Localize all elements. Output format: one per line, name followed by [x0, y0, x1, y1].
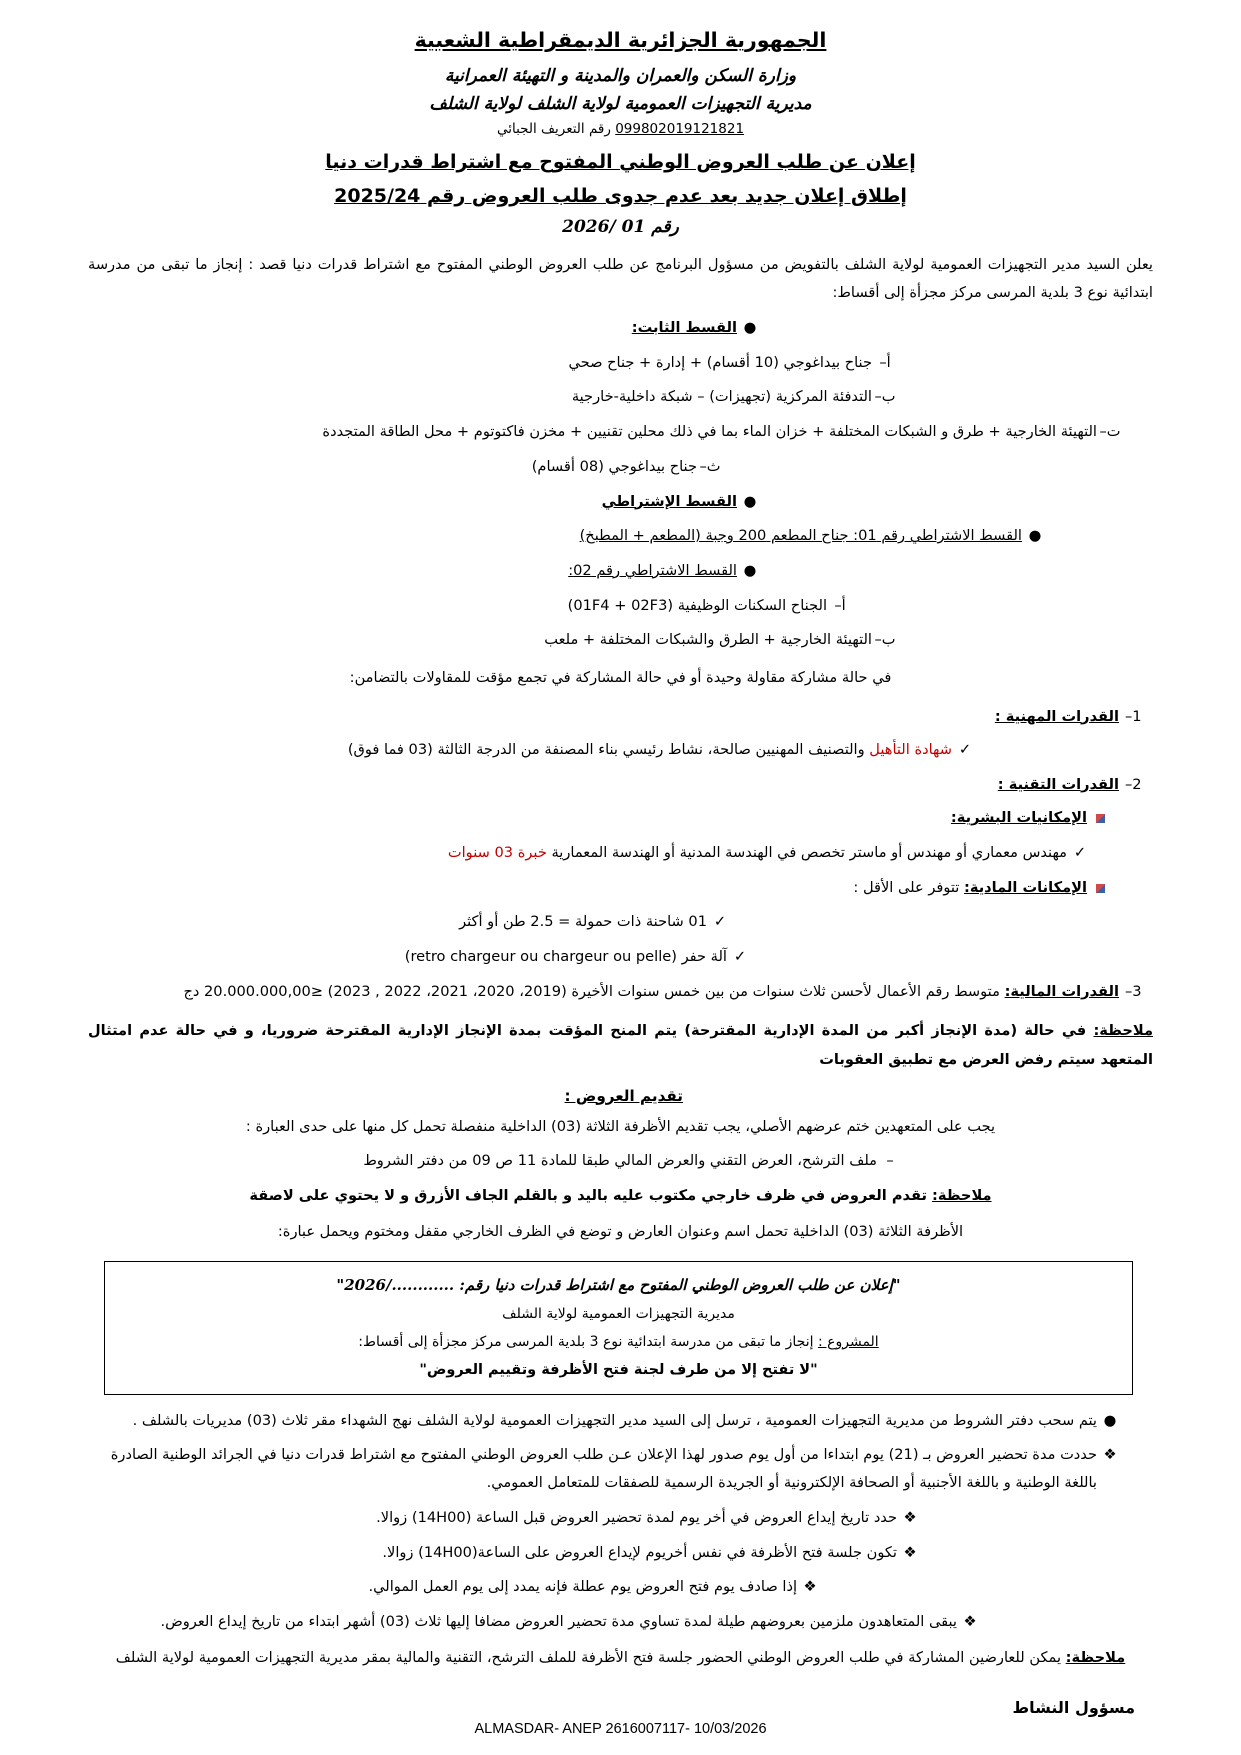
announcement-number: رقم 01 /2026 [562, 217, 679, 237]
conditional-lot-01: القسط الاشتراطي رقم 01: جناح المطعم 200 وجبة (المطعم + المطبخ) [579, 527, 1022, 545]
box-directorate-line: مديرية التجهيزات العمومية لولاية الشلف [502, 1305, 735, 1322]
item-marker: أ– [834, 596, 846, 614]
item-marker: ب– [874, 631, 896, 649]
conditional-lot-heading-row [88, 488, 1153, 516]
bullet-dot-icon: ● [1103, 1411, 1117, 1429]
financial-capacity-row [88, 978, 1153, 1006]
check-icon: ✓ [958, 741, 972, 758]
human-resources-heading-row [88, 804, 1153, 832]
condition-text: حددت مدة تحضير العروض بـ (21) يوم ابتداءا من أول يوم صدور لهذا الإعلان عـن طلب العروض الوطني المفتوح مع اشتراط قدرات دنيا في الجرائد الوطنية الصادرة باللغة الوطنية و باللغة الأجنبية أو الصحافة الإلكترونية أو الجريدة الرسمية للصفقات للمتعامل العمومي. [110, 1446, 1097, 1492]
document-footer: ALMASDAR- ANEP 2616007117- 10/03/2026 [474, 1721, 767, 1737]
fixed-lot-heading: القسط الثابت: [631, 318, 737, 336]
bullet-dot-icon: ● [743, 318, 757, 336]
diamond-bullet-icon: ❖ [963, 1612, 977, 1630]
directorate-heading: مديرية التجهيزات العمومية لولاية الشلف لولاية الشلف [429, 94, 812, 114]
submission-dash-text: ملف الترشح، العرض التقني والعرض المالي طبقا للمادة 11 ص 09 من دفتر الشروط [363, 1152, 877, 1170]
box-project-line [131, 1334, 1106, 1350]
financial-capacity-title: القدرات المالية: [1004, 982, 1119, 1000]
capacity-number: 1– [1125, 707, 1142, 725]
submission-line-2: الأظرفة الثلاثة (03) الداخلية تحمل اسم وعنوان العارض و توضع في الظرف الخارجي مقفل ومختوم ويحمل عبارة: [277, 1223, 964, 1241]
experience-requirement: خبرة 03 سنوات [447, 843, 547, 861]
truck-requirement: 01 شاحنة ذات حمولة = 2.5 طن أو أكثر [459, 913, 707, 931]
envelope-note [88, 1182, 1153, 1210]
fixed-lot-item [88, 418, 1153, 446]
diamond-bullet-icon: ❖ [903, 1543, 917, 1561]
condition-text: تكون جلسة فتح الأظرفة في نفس أخريوم لإيداع العروض على الساعة(14H00) زوالا. [382, 1543, 897, 1561]
conditional-lot-02-row [88, 557, 1153, 585]
conditional-lot-item [88, 592, 1153, 620]
item-text: التدفئة المركزية (تجهيزات) – شبكة داخلية-خارجية [571, 388, 872, 406]
bullet-dot-icon: ● [743, 561, 757, 579]
professional-capacity-item [88, 736, 1153, 764]
engineer-requirement: مهندس معماري أو مهندس أو ماستر تخصص في الهندسة المدنية أو الهندسة المعمارية [546, 843, 1067, 861]
envelope-inscription-box [104, 1261, 1133, 1395]
envelope-note-text: تقدم العروض في ظرف خارجي مكتوب عليه باليد و بالقلم الجاف الأزرق و لا يحتوي على لاصقة [249, 1186, 933, 1204]
fixed-lot-heading-row [88, 314, 1153, 342]
final-note [88, 1644, 1153, 1672]
conditional-lot-item [88, 626, 1153, 654]
capacity-number: 3– [1125, 982, 1142, 1000]
intro-paragraph: يعلن السيد مدير التجهيزات العمومية لولاية الشلف بالتفويض من مسؤول البرنامج عن طلب العروض الوطني المفتوح مع اشتراط قدرات دنيا قصد : إنجاز ما تبقى من مدرسة ابتدائية نوع 3 بلدية المرسى مركز مجزأة إلى أقساط: [88, 256, 1153, 302]
delay-note-label: ملاحظة: [1093, 1022, 1153, 1040]
submission-line-1: يجب على المتعهدين ختم عرضهم الأصلي، يجب تقديم الأظرفة الثلاثة (03) الداخلية منفصلة تحمل كل منها على حدى العبارة : [245, 1117, 996, 1135]
conditional-lot-heading: القسط الإشتراطي [601, 492, 737, 510]
condition-item [88, 1407, 1153, 1435]
qualification-certificate-label: شهادة التأهيل [869, 741, 952, 758]
condition-item [88, 1608, 1153, 1636]
condition-text: إذا صادف يوم فتح العروض يوم عطلة فإنه يمدد إلى يوم العمل الموالي. [368, 1578, 797, 1596]
item-marker: ب– [874, 388, 896, 406]
professional-capacity-title: القدرات المهنية : [994, 707, 1119, 725]
box-project-text: إنجاز ما تبقى من مدرسة ابتدائية نوع 3 بلدية المرسى مركز مجزأة إلى أقساط: [358, 1333, 818, 1350]
fiscal-id-number: 099802019121821 [615, 121, 745, 137]
condition-item [88, 1573, 1153, 1601]
material-resources-item [88, 943, 1153, 971]
republic-heading: الجمهورية الجزائرية الديمقراطية الشعبية [414, 28, 827, 52]
human-resources-item [88, 839, 1153, 867]
human-resources-title: الإمكانيات البشرية: [950, 809, 1087, 827]
box-project-label: المشروع : [817, 1333, 879, 1350]
relaunch-title: إطلاق إعلان جديد بعد عدم جدوى طلب العروض رقم 2025/24 [334, 185, 907, 207]
fiscal-id-line [88, 121, 1153, 137]
qualification-rest: والتصنيف المهنيين صالحة، نشاط رئيسي بناء المصنفة من الدرجة الثالثة (03 فما فوق) [347, 741, 870, 758]
condition-item [88, 1504, 1153, 1532]
final-note-label: ملاحظة: [1065, 1648, 1126, 1666]
check-icon: ✓ [733, 948, 747, 966]
item-marker: أ– [879, 353, 891, 371]
material-resources-heading-row [88, 874, 1153, 902]
fixed-lot-item [88, 453, 1153, 481]
item-text: الجناح السكنات الوظيفية (01F4 + 02F3) [567, 596, 827, 614]
delay-note-text: في حالة (مدة الإنجاز أكبر من المدة الإدارية المقترحة) يتم المنح المؤقت بمدة الإنجاز الإدارية المقترحة ضروريا، و في حالة عدم امتثال المتعهد سيتم رفض العرض مع تطبيق العقوبات [88, 1022, 1153, 1069]
technical-capacity-title: القدرات التقنية : [997, 775, 1119, 793]
announcement-title: إعلان عن طلب العروض الوطني المفتوح مع اشتراط قدرات دنيا [325, 151, 916, 173]
delay-note [88, 1016, 1153, 1074]
excavator-requirement: آلة حفر (retro chargeur ou chargeur ou pelle) [404, 948, 727, 966]
condition-text: حدد تاريخ إيداع العروض في أخر يوم لمدة تحضير العروض قبل الساعة (14H00) زوالا. [376, 1508, 897, 1526]
diamond-bullet-icon: ❖ [903, 1508, 917, 1526]
box-announcement-line: "إعلان عن طلب العروض الوطني المفتوح مع اشتراط قدرات دنيا رقم: ............/2026" [336, 1275, 901, 1294]
condition-text: يبقى المتعاهدون ملزمين بعروضهم طيلة لمدة تساوي مدة تحضير العروض مضافا إليها ثلاث (03) أشهر ابتداء من تاريخ إيداع العروض. [160, 1612, 957, 1630]
check-icon: ✓ [713, 913, 727, 931]
item-text: جناح بيداغوجي (08 أقسام) [531, 457, 697, 475]
technical-capacity-heading-row [88, 771, 1153, 799]
condition-item [88, 1441, 1153, 1496]
item-text: التهيئة الخارجية + طرق و الشبكات المختلفة + خزان الماء بما في ذلك محلين تقنيين + مخزن فاكتوتوم + محل الطاقة المتجددة [322, 423, 1097, 441]
professional-capacity-heading-row [88, 703, 1153, 731]
conditional-lot-02: القسط الاشتراطي رقم 02: [568, 561, 737, 579]
signer-title: مسؤول النشاط [1012, 1698, 1135, 1718]
conditional-lot-01-row [88, 522, 1153, 550]
participation-note: في حالة مشاركة مقاولة وحيدة أو في حالة المشاركة في تجمع مؤقت للمقاولات بالتضامن: [349, 669, 892, 687]
item-text: جناح بيداغوجي (10 أقسام) + إدارة + جناح صحي [568, 353, 872, 371]
financial-capacity-text: متوسط رقم الأعمال لأحسن ثلاث سنوات من بين خمس سنوات الأخيرة (2019، 2020، 2021، 2022 , 2023) ≤20.000.000,00 دج [183, 982, 1005, 1000]
fiscal-id-label: رقم التعريف الجبائي [496, 121, 611, 137]
check-icon: ✓ [1073, 843, 1087, 861]
item-text: التهيئة الخارجية + الطرق والشبكات المختلفة + ملعب [544, 631, 872, 649]
item-marker: ث– [699, 457, 721, 475]
diamond-bullet-icon: ❖ [803, 1578, 817, 1596]
condition-item [88, 1539, 1153, 1567]
material-resources-title: الإمكانات المادية: [964, 878, 1087, 896]
capacity-number: 2– [1125, 775, 1142, 793]
material-resources-item [88, 908, 1153, 936]
fixed-lot-item [88, 349, 1153, 377]
item-marker: ت– [1099, 423, 1121, 441]
dash-marker-icon: – [886, 1152, 894, 1170]
final-note-text: يمكن للعارضين المشاركة في طلب العروض الوطني الحضور جلسة فتح الأظرفة للملف الترشح، التقنية والمالية بمقر مديرية التجهيزات العمومية لولاية الشلف [115, 1648, 1066, 1666]
square-marker-icon [1087, 804, 1113, 832]
bullet-dot-icon: ● [743, 492, 757, 510]
submission-heading: تقديم العروض : [564, 1086, 683, 1105]
diamond-bullet-icon: ❖ [1103, 1446, 1117, 1464]
box-do-not-open-line: "لا تفتح إلا من طرف لجنة فتح الأظرفة وتقييم العروض" [419, 1361, 818, 1378]
submission-dash-item [88, 1147, 1153, 1175]
material-resources-subtitle: تتوفر على الأقل : [853, 878, 965, 896]
envelope-note-label: ملاحظة: [932, 1186, 992, 1204]
condition-text: يتم سحب دفتر الشروط من مديرية التجهيزات العمومية ، ترسل إلى السيد مدير التجهيزات العمومية لولاية الشلف نهج الشهداء مقر ثلاث (03) مديريات بالشلف . [132, 1411, 1097, 1429]
square-marker-icon [1087, 874, 1113, 902]
fixed-lot-item [88, 383, 1153, 411]
ministry-heading: وزارة السكن والعمران والمدينة و التهيئة العمرانية [444, 66, 797, 86]
bullet-dot-icon: ● [1028, 527, 1042, 545]
